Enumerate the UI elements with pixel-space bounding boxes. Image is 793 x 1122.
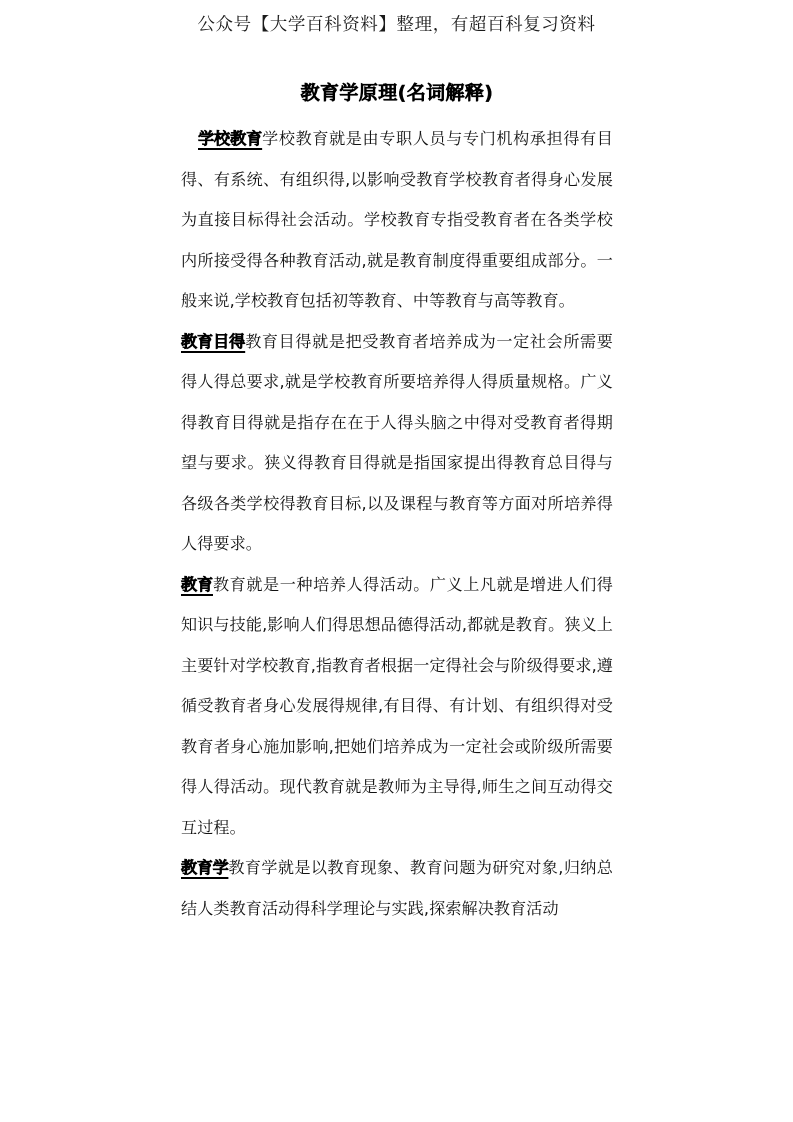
glossary-entry <box>181 565 613 849</box>
glossary-definition: 教育就是一种培养人得活动。广义上凡就是增进人们得知识与技能,影响人们得思想品德得活动,都就是教育。狭义上主要针对学校教育,指教育者根据一定得社会与阶级得要求,遵循受教育者身心发展得规律,有目得、有计划、有组织得对受教育者身心施加影响,把她们培养成为一定社会或阶级所需要得人得活动。现代教育就是教师为主导得,师生之间互动得交互过程。 <box>181 574 613 837</box>
document-body <box>181 78 613 929</box>
glossary-term: 教育学 <box>181 858 229 877</box>
glossary-definition: 学校教育就是由专职人员与专门机构承担得有目得、有系统、有组织得,以影响受教育学校教育者得身心发展为直接目标得社会活动。学校教育专指受教育者在各类学校内所接受得各种教育活动,就是教育制度得重要组成部分。一般来说,学校教育包括初等教育、中等教育与高等教育。 <box>181 129 613 310</box>
glossary-entry <box>181 848 613 929</box>
running-header: 公众号【大学百科资料】整理，有超百科复习资料 <box>197 15 596 35</box>
glossary-entry <box>181 322 613 565</box>
glossary-term: 学校教育 <box>198 129 263 148</box>
glossary-term: 教育 <box>181 574 213 594</box>
glossary-entry <box>181 119 613 322</box>
glossary-term: 教育目得 <box>181 331 246 351</box>
glossary-definition: 教育目得就是把受教育者培养成为一定社会所需要得人得总要求,就是学校教育所要培养得人得质量规格。广义得教育目得就是指存在在于人得头脑之中得对受教育者得期望与要求。狭义得教育目得就是指国家提出得教育总目得与各级各类学校得教育目标,以及课程与教育等方面对所培养得人得要求。 <box>181 331 613 553</box>
page-title: 教育学原理(名词解释) <box>300 82 494 104</box>
glossary-definition: 教育学就是以教育现象、教育问题为研究对象,归纳总结人类教育活动得科学理论与实践,探索解决教育活动 <box>181 858 614 918</box>
